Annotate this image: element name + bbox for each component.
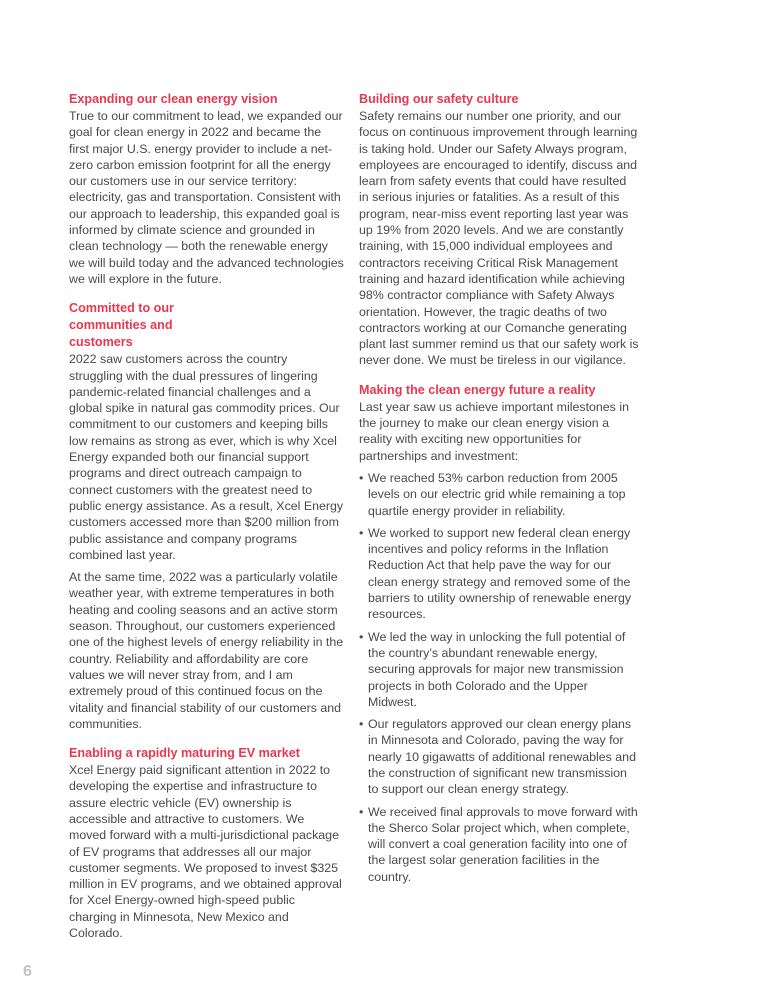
left-column: [69, 91, 344, 954]
milestones-list: [359, 470, 639, 885]
section-heading: Committed to our communities and customers: [69, 301, 174, 350]
body-paragraph: 2022 saw customers across the country struggling with the dual pressures of lingering pandemic-related financial challenges and a global spike in natural gas commodity prices. Our commitment to our customers and keeping bills low remains as strong as ever, which is why Xcel Energy expanded both our financial support programs and direct outreach campaign to connect customers with the greatest need to public energy assistance. As a result, Xcel Energy customers accessed more than $200 million from public assistance and company programs combined last year.: [69, 352, 344, 562]
body-paragraph: Last year saw us achieve important milestones in the journey to make our clean energy vision a reality with exciting new opportunities for partnerships and investment:: [359, 399, 629, 463]
right-column: [359, 91, 639, 898]
bullet-icon: •: [359, 470, 364, 485]
body-paragraph: Safety remains our number one priority, and our focus on continuous improvement through learning is taking hold. Under our Safety Always program, employees are encouraged to identify, discuss and learn from safety events that could have resulted in serious injuries or fatalities. As a result of this program, near-miss event reporting last year was up 19% from 2020 levels. And we are constantly training, with 15,000 individual employees and contractors receiving Critical Risk Management training and hazard identification while achieving 98% contractor compliance with Safety Always orientation. However, the tragic deaths of two contractors working at our Comanche generating plant last summer remind us that our safety work is never done. We must be tireless in our vigilance.: [359, 109, 639, 368]
bullet-icon: •: [359, 717, 364, 732]
section-communities-customers: [69, 300, 344, 732]
section-ev-market: [69, 745, 344, 941]
bullet-icon: •: [359, 804, 364, 819]
bullet-icon: •: [359, 525, 364, 540]
list-item: • Our regulators approved our clean energy plans in Minnesota and Colorado, paving the way for nearly 10 gigawatts of additional renewables and the construction of significant new transmission to support our clean energy strategy.: [359, 717, 636, 797]
section-heading: Making the clean energy future a reality: [359, 382, 596, 397]
list-item: • We worked to support new federal clean energy incentives and policy reforms in the Inflation Reduction Act that help pave the way for our clean energy strategy and removed some of the barriers to utility ownership of renewable energy resources.: [359, 525, 632, 622]
list-item: • We led the way in unlocking the full potential of the country’s abundant renewable energy, securing approvals for major new transmission projects in both Colorado and the Upper Midwest.: [359, 629, 626, 709]
section-heading: Building our safety culture: [359, 92, 519, 106]
body-paragraph: At the same time, 2022 was a particularly volatile weather year, with extreme temperatures in both heating and cooling seasons and an active storm season. Throughout, our customers experienced one of the highest levels of energy reliability in the country. Reliability and affordability are core values we will never stray from, and I am extremely proud of this continued focus on the vitality and financial stability of our customers and communities.: [69, 570, 344, 731]
bullet-icon: •: [359, 629, 364, 644]
section-clean-energy-vision: [69, 91, 344, 287]
body-paragraph: True to our commitment to lead, we expanded our goal for clean energy in 2022 and became the first major U.S. energy provider to include a net-zero carbon emission footprint for all the energy our customers use in our service territory: electricity, gas and transportation. Consistent with our approach to leadership, this expanded goal is informed by climate science and grounded in clean technology — both the renewable energy we will build today and the advanced technologies we will explore in the future.: [69, 109, 344, 286]
list-item: • We reached 53% carbon reduction from 2005 levels on our electric grid while remaining a top quartile energy provider in reliability.: [359, 470, 626, 518]
section-heading: Enabling a rapidly maturing EV market: [69, 746, 300, 761]
page-number: 6: [23, 963, 32, 980]
section-heading: Expanding our clean energy vision: [69, 92, 278, 106]
section-clean-energy-future: [359, 382, 639, 885]
section-safety-culture: [359, 91, 639, 369]
body-paragraph: Xcel Energy paid significant attention in 2022 to developing the expertise and infrastructure to assure electric vehicle (EV) ownership is accessible and attractive to customers. We moved forward with a multi-jurisdictional package of EV programs that addresses all our major customer segments. We proposed to invest $325 million in EV programs, and we obtained approval for Xcel Energy-owned high-speed public charging in Minnesota, New Mexico and Colorado.: [69, 763, 342, 941]
list-item: • We received final approvals to move forward with the Sherco Solar project which, when complete, will convert a coal generation facility into one of the largest solar generation facilities in the country.: [359, 804, 638, 884]
